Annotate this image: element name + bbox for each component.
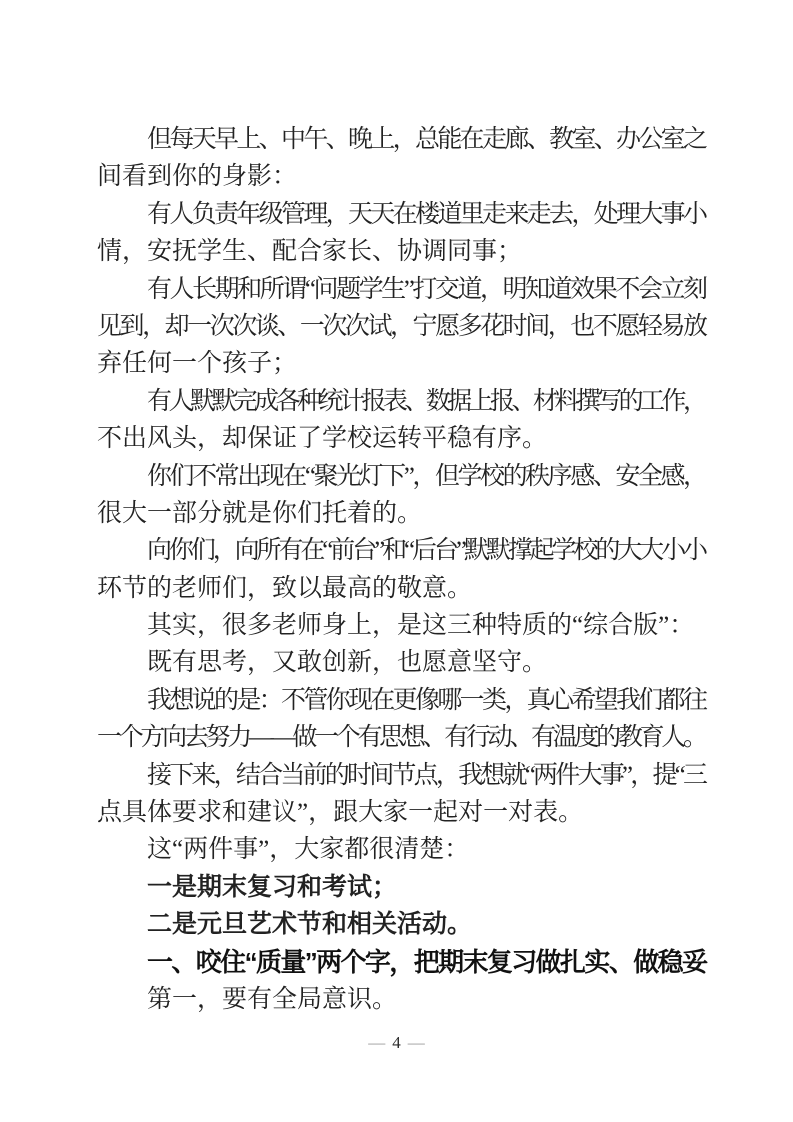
- paragraph: [97, 532, 708, 607]
- text-line: [97, 794, 708, 831]
- text-line: [97, 495, 708, 532]
- text-line-content: 一个方向去努力——做一个有思想、有行动、有温度的教育人。: [97, 724, 705, 752]
- text-line-content: 你们不常出现在“聚光灯下”，但学校的秩序感、安全感，: [147, 462, 706, 490]
- text-line-content: 其实，很多老师身上，是这三种特质的“综合版”：: [147, 612, 695, 640]
- text-line: [97, 233, 708, 270]
- text-line: [97, 458, 708, 495]
- page-footer: [0, 1032, 793, 1054]
- paragraph: [97, 383, 708, 458]
- text-line-content: 弃任何一个孩子；: [97, 350, 298, 378]
- page-number: 4: [392, 1033, 401, 1052]
- text-line: [97, 532, 708, 569]
- text-line: [97, 607, 708, 644]
- text-line-content: 情，安抚学生、配合家长、协调同事；: [97, 238, 523, 266]
- text-line-content: 很大一部分就是你们托着的。: [97, 499, 423, 527]
- text-line: [97, 944, 708, 981]
- paragraph: [97, 757, 708, 832]
- text-line: [97, 719, 708, 756]
- paragraph: [97, 831, 708, 868]
- text-line: [97, 570, 708, 607]
- text-line-content: 间看到你的身影：: [97, 163, 298, 191]
- page-number-dash-left: —: [368, 1033, 386, 1052]
- text-line: [97, 682, 708, 719]
- text-line-content: 见到，却一次次谈、一次次试，宁愿多花时间，也不愿轻易放: [97, 312, 706, 340]
- paragraph: [97, 682, 708, 757]
- text-line: [97, 869, 708, 906]
- text-line-content: 点具体要求和建议”，跟大家一起对一对表。: [97, 799, 584, 827]
- text-line: [97, 345, 708, 382]
- text-line: [97, 158, 708, 195]
- text-line: [97, 420, 708, 457]
- paragraph: [97, 981, 708, 1018]
- text-line: [97, 757, 708, 794]
- text-line-content: 这“两件事”，大家都很清楚：: [147, 836, 470, 864]
- text-line-content: 第一，要有全局意识。: [147, 985, 398, 1013]
- text-line-content: 但每天早上、中午、晚上，总能在走廊、教室、办公室之: [147, 126, 706, 153]
- paragraph: [97, 906, 708, 943]
- text-line-content: 不出风头，却保证了学校运转平稳有序。: [97, 425, 548, 453]
- paragraph: [97, 121, 708, 196]
- text-line-content: 有人负责年级管理，天天在楼道里走来走去，处理大事小: [147, 200, 706, 228]
- document-body: [97, 121, 708, 1018]
- text-line: [97, 308, 708, 345]
- paragraph: [97, 644, 708, 681]
- text-line: [97, 121, 708, 158]
- text-line: [97, 383, 708, 420]
- section-heading: [97, 944, 708, 981]
- text-line: [97, 271, 708, 308]
- text-line-content: 一、咬住“质量”两个字，把期末复习做扎实、做稳妥: [147, 946, 707, 977]
- text-line-content: 有人长期和所谓“问题学生”打交道，明知道效果不会立刻: [147, 275, 706, 303]
- text-line: [97, 831, 708, 868]
- page-number-dash-right: —: [407, 1033, 425, 1052]
- text-line-content: 既有思考，又敢创新，也愿意坚守。: [147, 649, 548, 677]
- text-line-content: 二是元旦艺术节和相关活动。: [147, 911, 473, 939]
- paragraph: [97, 869, 708, 906]
- text-line-content: 有人默默完成各种统计报表、数据上报、材料撰写的工作，: [147, 387, 705, 415]
- text-line: [97, 644, 708, 681]
- text-line: [97, 981, 708, 1018]
- text-line: [97, 906, 708, 943]
- paragraph: [97, 196, 708, 271]
- text-line-content: 一是期末复习和考试；: [147, 873, 398, 901]
- text-line-content: 环节的老师们，致以最高的敬意。: [97, 574, 473, 602]
- text-line-content: 向你们，向所有在“前台”和“后台”默默撑起学校的大大小小: [147, 537, 705, 565]
- paragraph: [97, 458, 708, 533]
- paragraph: [97, 271, 708, 383]
- text-line: [97, 196, 708, 233]
- paragraph: [97, 607, 708, 644]
- text-line-content: 我想说的是：不管你现在更像哪一类，真心希望我们都往: [147, 686, 706, 714]
- text-line-content: 接下来，结合当前的时间节点，我想就“两件大事”，提“三: [147, 761, 706, 789]
